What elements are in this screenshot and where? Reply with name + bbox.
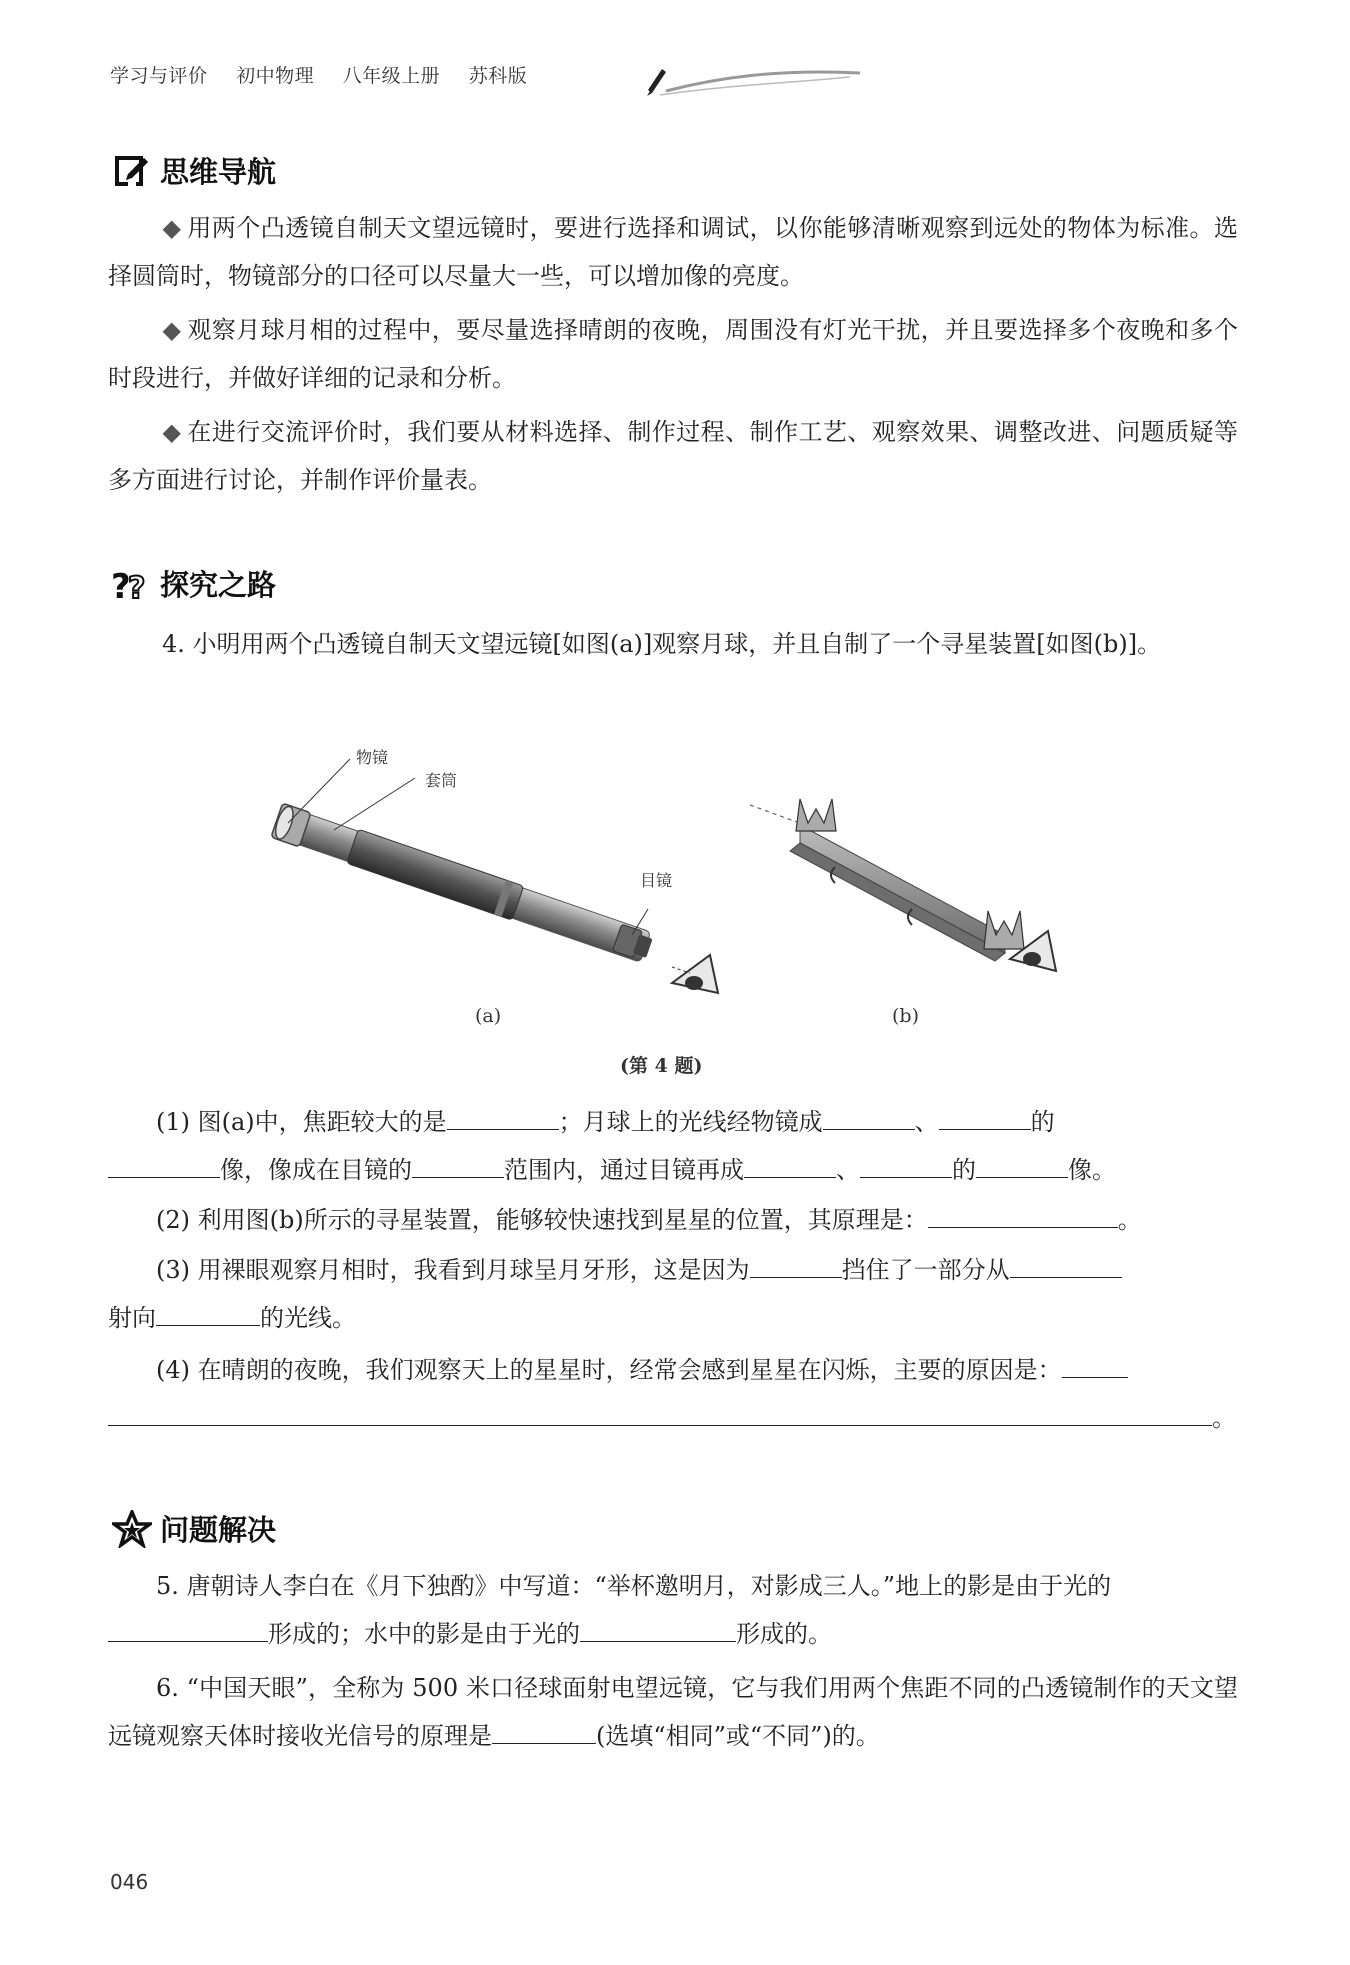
answer-blank[interactable] [447, 1103, 559, 1130]
question-marks-icon [110, 565, 154, 603]
answer-blank[interactable] [412, 1151, 504, 1178]
answer-blank[interactable] [928, 1201, 1118, 1228]
section-title-text: 问题解决 [160, 1513, 277, 1547]
label-eyepiece: 目镜 [640, 871, 673, 890]
answer-blank[interactable] [744, 1151, 836, 1178]
answer-blank[interactable] [860, 1151, 952, 1178]
thinking-paragraph-1: ◆ 用两个凸透镜自制天文望远镜时，要进行选择和调试，以你能够清晰观察到远处的物体为标准。选择圆筒时，物镜部分的口径可以尽量大一些，可以增加像的亮度。 [108, 214, 1238, 290]
svg-text:?: ? [111, 566, 131, 603]
diamond-bullet-icon: ◆ [162, 316, 182, 344]
section-title-thinking [110, 150, 276, 191]
diamond-bullet-icon: ◆ [162, 214, 182, 242]
answer-blank[interactable] [108, 1615, 268, 1642]
answer-blank[interactable] [939, 1103, 1031, 1130]
pen-swoosh-icon [530, 55, 870, 105]
answer-blank[interactable] [580, 1615, 736, 1642]
caption-b: (b) [892, 1005, 919, 1027]
answer-blank[interactable] [156, 1299, 260, 1326]
answer-blank[interactable] [750, 1251, 842, 1278]
page-number: 046 [110, 1870, 149, 1894]
answer-blank[interactable] [1010, 1251, 1122, 1278]
section-title-text: 探究之路 [160, 568, 277, 602]
section-title-solve [110, 1508, 276, 1549]
caption-a: (a) [475, 1005, 502, 1027]
page-header [110, 55, 870, 105]
figure-caption: (第 4 题) [620, 1055, 703, 1077]
answer-blank[interactable] [976, 1151, 1068, 1178]
thinking-paragraph-3: ◆ 在进行交流评价时，我们要从材料选择、制作过程、制作工艺、观察效果、调整改进、问题质疑等多方面进行讨论，并制作评价量表。 [108, 418, 1238, 494]
header-grade: 八年级上册 [342, 65, 441, 87]
label-objective: 物镜 [356, 748, 389, 767]
header-text [110, 61, 549, 88]
question-4-intro: 4. 小明用两个凸透镜自制天文望远镜[如图(a)]观察月球，并且自制了一个寻星装置[如图(b)]。 [162, 630, 1162, 658]
svg-text:?: ? [128, 570, 146, 603]
edit-note-icon [110, 152, 154, 190]
question-6: 6. “中国天眼”，全称为 500 米口径球面射电望远镜，它与我们用两个焦距不同的凸透镜制作的天文望远镜观察天体时接收光信号的原理是 (选填“相同”或“不同”)的。 [108, 1674, 1238, 1750]
question-5: 5. 唐朝诗人李白在《月下独酌》中写道：“举杯邀明月，对影成三人。”地上的影是由于光的 形成的；水中的影是由于光的 形成的。 [108, 1562, 1238, 1658]
header-level: 初中物理 [236, 65, 315, 87]
section-title-text: 思维导航 [160, 155, 277, 189]
question-4-part-2: (2) 利用图(b)所示的寻星装置，能够较快速找到星星的位置，其原理是： 。 [108, 1196, 1238, 1244]
figure-telescope [260, 735, 1080, 1075]
answer-blank[interactable] [108, 1399, 1212, 1426]
answer-blank[interactable] [492, 1717, 596, 1744]
answer-blank[interactable] [1062, 1351, 1128, 1378]
answer-blank[interactable] [108, 1151, 220, 1178]
label-tube: 套筒 [425, 771, 458, 790]
header-book: 学习与评价 [110, 65, 208, 87]
diamond-bullet-icon: ◆ [162, 418, 182, 446]
question-4-part-3: (3) 用裸眼观察月相时，我看到月球呈月牙形，这是因为 挡住了一部分从 射向 的光线。 [108, 1246, 1238, 1342]
header-edition: 苏科版 [468, 65, 528, 87]
question-4-part-1: (1) 图(a)中，焦距较大的是 ；月球上的光线经物镜成 、 的 像，像成在目镜的 范围内，通过目镜再成 、 的 像。 [108, 1098, 1238, 1194]
answer-blank[interactable] [823, 1103, 915, 1130]
question-4-part-4: (4) 在晴朗的夜晚，我们观察天上的星星时，经常会感到星星在闪烁，主要的原因是： 。 [108, 1346, 1238, 1442]
thinking-paragraph-2: ◆ 观察月球月相的过程中，要尽量选择晴朗的夜晚，周围没有灯光干扰，并且要选择多个夜晚和多个时段进行，并做好详细的记录和分析。 [108, 316, 1238, 392]
star-icon [110, 1510, 154, 1548]
section-title-explore [110, 563, 276, 604]
